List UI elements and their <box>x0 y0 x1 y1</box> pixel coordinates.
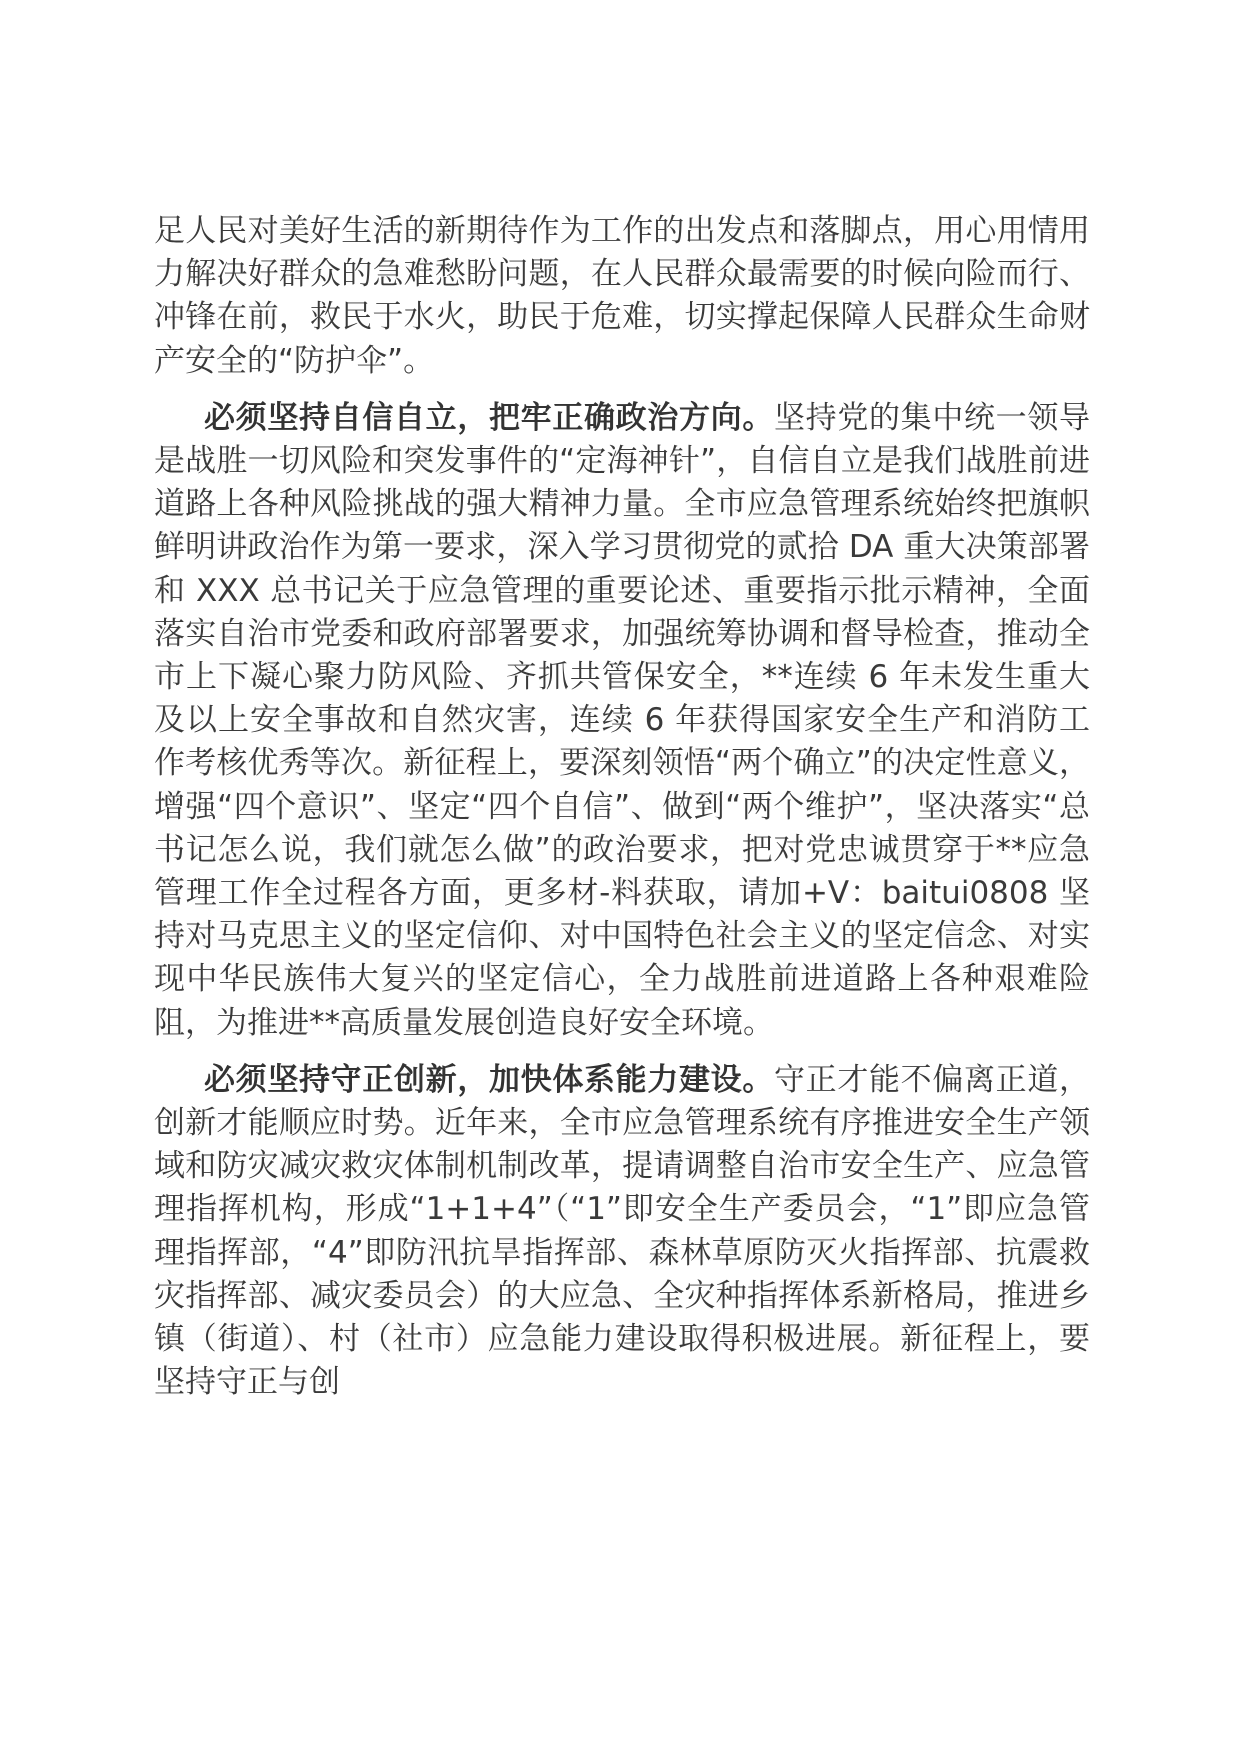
paragraph-text: 坚持党的集中统一领导是战胜一切风险和突发事件的“定海神针”，自信自立是我们战胜前进道路上各种风险挑战的强大精神力量。全市应急管理系统始终把旗帜鲜明讲政治作为第一要求，深入学习贯彻党的贰拾 DA 重大决策部署和 XXX 总书记关于应急管理的重要论述、重要指示批示精神，全面落实自治市党委和政府部署要求，加强统筹协调和督导检查，推动全市上下凝心聚力防风险、齐抓共管保安全，**连续 6 年未发生重大及以上安全事故和自然灾害，连续 6 年获得国家安全生产和消防工作考核优秀等次。新征程上，要深刻领悟“两个确立”的决定性意义，增强“四个意识”、坚定“四个自信”、做到“两个维护”，坚决落实“总书记怎么说，我们就怎么做”的政治要求，把对党忠诚贯穿于**应急管理工作全过程各方面，更多材-料获取，请加+V：baitui0808 坚持对马克思主义的坚定信仰、对中国特色社会主义的坚定信念、对实现中华民族伟大复兴的坚定信心，全力战胜前进道路上各种艰难险阻，为推进**高质量发展创造良好安全环境。 <box>154 399 1090 1041</box>
paragraph-lead: 必须坚持自信自立，把牢正确政治方向。 <box>204 399 774 436</box>
paragraph-text: 守正才能不偏离正道，创新才能顺应时势。近年来，全市应急管理系统有序推进安全生产领域和防灾减灾救灾体制机制改革，提请调整自治市安全生产、应急管理指挥机构，形成“1+1+4”（“1”即安全生产委员会，“1”即应急管理指挥部，“4”即防汛抗旱指挥部、森林草原防灭火指挥部、抗震救灾指挥部、减灾委员会）的大应急、全灾种指挥体系新格局，推进乡镇（街道）、村（社市）应急能力建设取得积极进展。新征程上，要坚持守正与创 <box>154 1061 1090 1401</box>
document-body <box>154 210 1090 1418</box>
paragraph-political-direction <box>154 397 1090 1045</box>
paragraph-lead: 必须坚持守正创新，加快体系能力建设。 <box>204 1061 774 1098</box>
paragraph-system-building <box>154 1059 1090 1405</box>
paragraph-text: 足人民对美好生活的新期待作为工作的出发点和落脚点，用心用情用力解决好群众的急难愁盼问题，在人民群众最需要的时候向险而行、冲锋在前，救民于水火，助民于危难，切实撑起保障人民群众生命财产安全的“防护伞”。 <box>154 213 1090 379</box>
paragraph-continued <box>154 210 1090 383</box>
